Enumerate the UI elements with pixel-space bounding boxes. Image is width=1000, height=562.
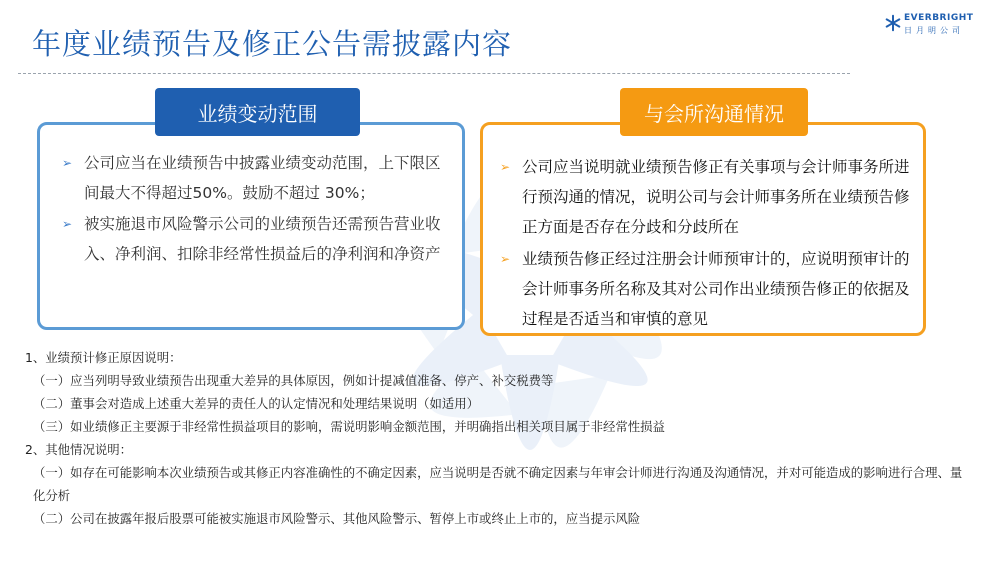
list-item xyxy=(62,209,442,269)
note-item: （一）如存在可能影响本次业绩预告或其修正内容准确性的不确定因素，应当说明是否就不确定因素与年审会计师进行沟通及沟通情况，并对可能造成的影响进行合理、量化分析 xyxy=(33,465,963,503)
list-item-text: 公司应当在业绩预告中披露业绩变动范围，上下限区间最大不得超过50%。鼓励不超过 30%； xyxy=(84,154,441,202)
list-item-text: 公司应当说明就业绩预告修正有关事项与会计师事务所进行预沟通的情况，说明公司与会计师事务所在业绩预告修正方面是否存在分歧和分歧所在 xyxy=(522,158,910,236)
snowflake-logo-icon xyxy=(884,13,902,33)
logo-text-en: EVERBRIGHT xyxy=(904,13,974,23)
list-item xyxy=(500,152,910,242)
bullet-arrow-icon: ➢ xyxy=(62,156,73,170)
logo-text-cn: 日月明公司 xyxy=(904,26,964,35)
note-item: （一）应当列明导致业绩预告出现重大差异的具体原因，例如计提减值准备、停产、补交税费等 xyxy=(33,373,554,388)
list-item-text: 被实施退市风险警示公司的业绩预告还需预告营业收入、净利润、扣除非经常性损益后的净利润和净资产 xyxy=(84,215,441,263)
note-item: （二）董事会对造成上述重大差异的责任人的认定情况和处理结果说明（如适用） xyxy=(33,396,480,411)
bullet-arrow-icon: ➢ xyxy=(500,160,511,174)
bullet-arrow-icon: ➢ xyxy=(500,252,511,266)
list-item xyxy=(62,148,442,208)
performance-range-tab: 业绩变动范围 xyxy=(155,88,360,136)
auditor-communication-list xyxy=(500,152,910,336)
list-item xyxy=(500,244,910,334)
note-heading: 1、业绩预计修正原因说明： xyxy=(25,350,182,365)
note-heading: 2、其他情况说明： xyxy=(25,442,133,457)
list-item-text: 业绩预告修正经过注册会计师预审计的，应说明预审计的会计师事务所名称及其对公司作出业绩预告修正的依据及过程是否适当和审慎的意见 xyxy=(522,250,910,328)
auditor-communication-tab: 与会所沟通情况 xyxy=(620,88,808,136)
note-item: （三）如业绩修正主要源于非经常性损益项目的影响，需说明影响金额范围，并明确指出相关项目属于非经常性损益 xyxy=(33,419,665,434)
performance-range-list xyxy=(62,148,442,270)
company-logo xyxy=(884,13,984,37)
bullet-arrow-icon: ➢ xyxy=(62,217,73,231)
explanation-notes xyxy=(25,346,970,530)
page-title: 年度业绩预告及修正公告需披露内容 xyxy=(32,27,513,61)
note-item: （二）公司在披露年报后股票可能被实施退市风险警示、其他风险警示、暂停上市或终止上市的，应当提示风险 xyxy=(33,511,641,526)
title-divider xyxy=(18,73,850,74)
